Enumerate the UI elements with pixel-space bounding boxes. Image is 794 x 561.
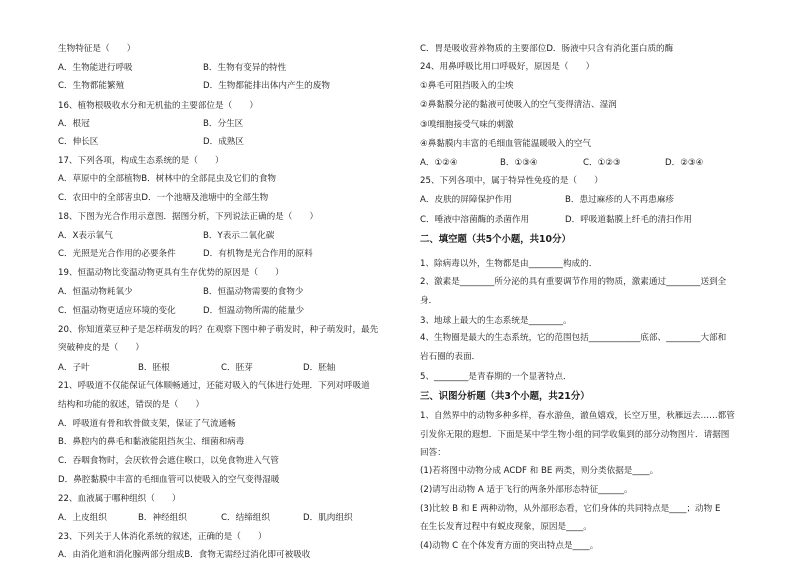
text-line: 结构和功能的叙述，错误的是（ ） [58,400,205,410]
option-a: A．X表示氧气 [58,231,113,241]
option-a: C．伸长区 [58,137,99,147]
text-line: 24、用鼻呼吸比用口呼吸好，原因是（ ） [420,62,595,72]
text-line: 引发你无限的遐想．下面是某中学生物小组的同学收集到的部分动物图片．请据图 [420,430,730,440]
text-line: 生物特征是（ ） [58,44,136,54]
text-line: 1、除病毒以外，生物都是由________构成的． [420,259,598,269]
option-c: C．胚芽 [221,363,253,373]
text-line: 身． [420,296,438,306]
option-d: D．胚轴 [303,363,336,373]
section-heading: 二、填空题（共5个小题，共10分） [420,234,571,245]
text-line: 19、恒温动物比变温动物更具有生存优势的原因是（ ） [58,268,284,278]
text-line: ②鼻黏膜分泌的黏液可使吸入的空气变得清洁、湿润 [420,100,617,110]
text-line: 突破种皮的是（ ） [58,343,144,353]
option-a: C．光照是光合作用的必要条件 [58,249,176,259]
option-b: B．分生区 [203,119,244,129]
option-b: B．患过麻疹的人不再患麻疹 [565,195,675,205]
text-line: (2)请写出动物 A 适于飞行的两条外部形态特征______。 [420,485,633,495]
option-b: D．有机物是光合作用的原料 [203,249,313,259]
text-line: 22、血液属于哪种组织（ ） [58,494,181,504]
text-line: 21、呼吸道不仅能保证气体顺畅通过，还能对吸入的气体进行处理．下列对呼吸道 [58,381,370,391]
text-line: 岩石圈的表面． [420,352,481,362]
text-line: 25、下列各项中，属于特异性免疫的是（ ） [420,176,603,186]
text-line: 1、自然界中的动物多种多样，春水游鱼，澈鱼嬉戏，长空万里，秋雁远去……都管 [420,411,735,421]
text-line: A．呼吸道有骨和软骨做支架，保证了气流通畅 [58,419,236,429]
text-line: C．吞咽食物时，会厌软骨会遮住喉口，以免食物进入气管 [58,456,279,466]
option-c: C．结缔组织 [221,513,270,523]
option-a: A．皮肤的屏障保护作用 [420,195,512,205]
text-line: C．农田中的全部害虫D．一个池塘及池塘中的全部生物 [58,193,269,203]
option-a: A．恒温动物耗氧少 [58,287,133,297]
text-line: 4、生物圈是最大的生态系统，它的范围包括____________底部、________大部和 [420,333,727,343]
option-d: D．肌肉组织 [303,513,353,523]
option-a: C．生物都能繁殖 [58,81,125,91]
option-a: C．唾液中溶菌酶的杀菌作用 [420,215,530,225]
text-line: 20、你知道菜豆种子是怎样萌发的吗？在观察下图中种子萌发时，种子萌发时，最先 [58,325,379,335]
text-line: 2、激素是________所分泌的具有重要调节作用的物质，激素通过________送到全 [420,277,727,287]
option-b: B．胚根 [138,363,170,373]
option-b: B．①③④ [500,158,538,168]
option-a: A．①②④ [420,158,458,168]
text-line: C．胃是吸收营养物质的主要部位D．肠液中只含有消化蛋白质的酶 [420,44,674,54]
option-c: C．①②③ [583,158,621,168]
text-line: B．鼻腔内的鼻毛和黏液能阻挡灰尘、细菌和病毒 [58,437,245,447]
option-a: C．恒温动物更适应环境的变化 [58,306,176,316]
text-line: ④鼻黏膜内丰富的毛细血管能温暖吸入的空气 [420,139,591,149]
text-line: (4)动物 C 在个体发育方面的突出特点是____。 [420,541,599,551]
section-heading: 三、识图分析题（共3个小题，共21分） [420,391,590,402]
text-line: 17、下列各项，构成生态系统的是（ ） [58,156,224,166]
option-b: D．成熟区 [203,137,244,147]
text-line: 5、________是青春期的一个显著特点． [420,372,572,382]
text-line: A．由消化道和消化腺两部分组成B．食物无需经过消化即可被吸收 [58,550,311,560]
text-line: 18、下图为光合作用示意图．据图分析，下列说法正确的是（ ） [58,212,319,222]
option-b: D．生物都能排出体内产生的废物 [203,81,330,91]
text-line: (3)比较 B 和 E 两种动物，从外部形态看，它们身体的共同特点是____；动物 E [420,504,721,514]
option-b: B．恒温动物需要的食物少 [203,287,304,297]
text-line: 在生长发育过程中有蜕皮现象，原因是____。 [420,522,592,532]
option-b: D．呼吸道黏膜上纤毛的清扫作用 [565,215,692,225]
option-b: D．恒温动物所需的能量少 [203,306,305,316]
text-line: 16、植物根吸收水分和无机盐的主要部位是（ ） [58,101,258,111]
option-a: A．根冠 [58,119,90,129]
text-line: D．鼻腔黏膜中丰富的毛细血管可以使吸入的空气变得湿暖 [58,475,280,485]
option-a: A．子叶 [58,363,90,373]
text-line: 回答： [420,448,446,458]
text-line: A．草原中的全部植物B．树林中的全部昆虫及它们的食物 [58,174,277,184]
text-line: 23、下列关于人体消化系统的叙述，正确的是（ ） [58,532,267,542]
text-line: 3、地球上最大的生态系统是________。 [420,316,572,326]
text-line: ③嗅细胞接受气味的刺激 [420,120,514,130]
option-a: A．生物能进行呼吸 [58,63,133,73]
option-d: D．②③④ [665,158,704,168]
option-b: B．Y表示二氧化碳 [203,231,275,241]
text-line: (1)若将图中动物分成 ACDF 和 BE 两类，则分类依据是____。 [420,466,659,476]
text-line: ①鼻毛可阻挡吸入的尘埃 [420,81,514,91]
option-a: A．上皮组织 [58,513,107,523]
option-b: B．神经组织 [138,513,187,523]
option-b: B．生物有变异的特性 [203,63,287,73]
